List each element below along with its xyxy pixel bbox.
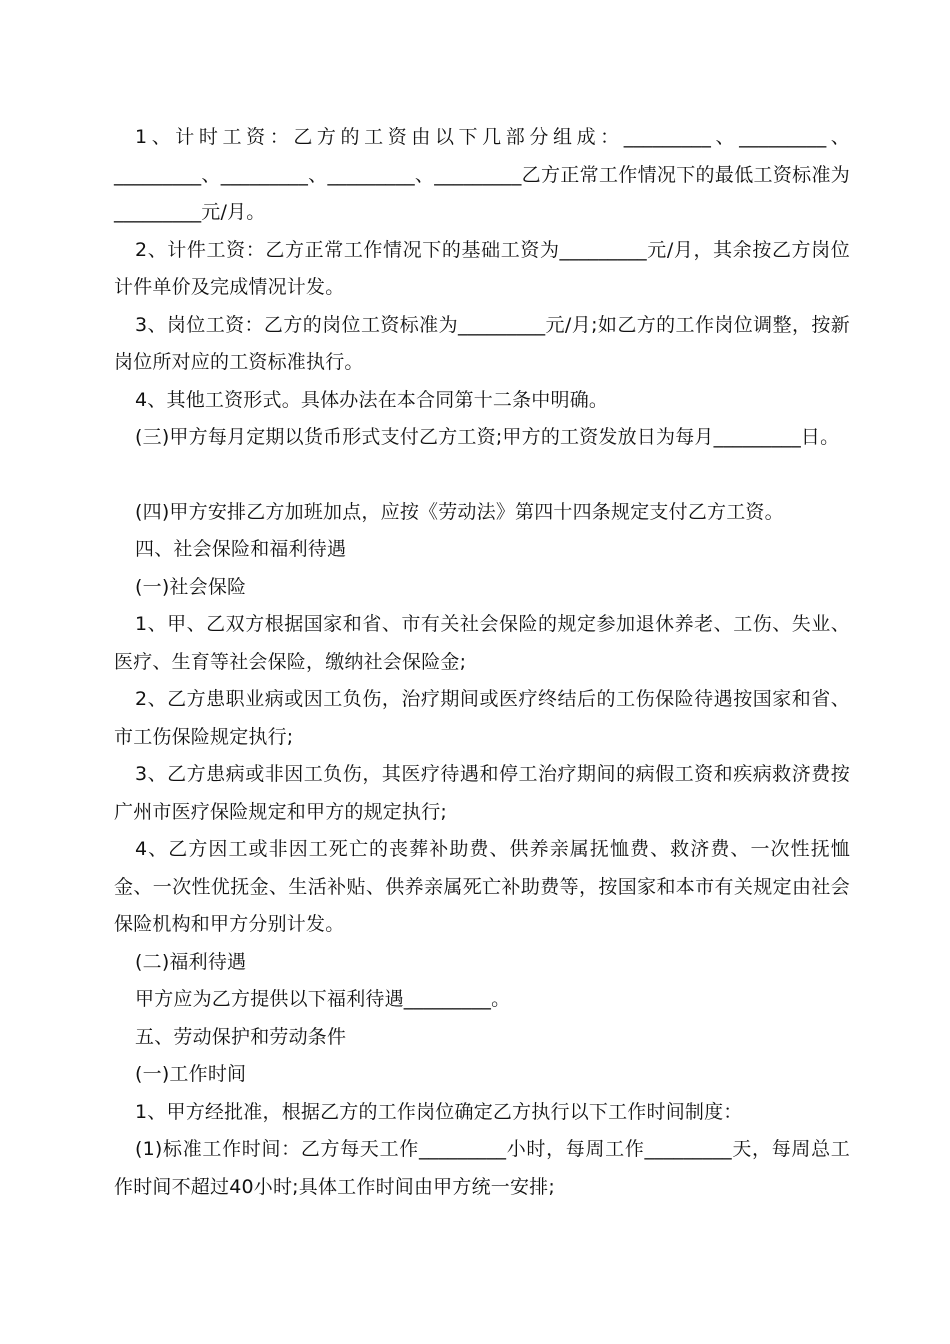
subsection-heading-welfare: (二)福利待遇 xyxy=(135,950,247,973)
paragraph-hourly-wage: 1、计时工资：乙方的工资由以下几部分组成：_________、_________、_________、_________、_________、_________乙方正常工作情况下的最低工资标准为_________元/月。 xyxy=(114,126,850,223)
paragraph-piece-wage: 2、计件工资：乙方正常工作情况下的基础工资为_________元/月，其余按乙方岗位计件单价及完成情况计发。 xyxy=(114,238,850,298)
paragraph-post-wage: 3、岗位工资：乙方的岗位工资标准为_________元/月;如乙方的工作岗位调整，按新岗位所对应的工资标准执行。 xyxy=(114,313,850,373)
paragraph-death-benefits: 4、乙方因工或非因工死亡的丧葬补助费、供养亲属抚恤费、救济费、一次性抚恤金、一次性优抚金、生活补贴、供养亲属死亡补助费等，按国家和本市有关规定由社会保险机构和甲方分别计发。 xyxy=(114,838,850,935)
subsection-heading-working-hours: (一)工作时间 xyxy=(135,1063,247,1085)
paragraph-other-wage: 4、其他工资形式。具体办法在本合同第十二条中明确。 xyxy=(135,388,609,411)
paragraph-standard-working-hours: (1)标准工作时间：乙方每天工作_________小时，每周工作_________天，每周总工作时间不超过40小时;具体工作时间由甲方统一安排; xyxy=(114,1138,850,1198)
paragraph-overtime: (四)甲方安排乙方加班加点，应按《劳动法》第四十四条规定支付乙方工资。 xyxy=(135,500,784,523)
paragraph-welfare-provision: 甲方应为乙方提供以下福利待遇_________。 xyxy=(135,988,511,1010)
paragraph-spacer xyxy=(114,457,850,494)
section-heading-labor-protection: 五、劳动保护和劳动条件 xyxy=(135,1025,347,1048)
subsection-heading-social-insurance: (一)社会保险 xyxy=(135,575,247,598)
document-body xyxy=(114,119,850,1206)
section-heading-social-insurance-welfare: 四、社会保险和福利待遇 xyxy=(135,538,347,560)
paragraph-insurance-participation: 1、甲、乙双方根据国家和省、市有关社会保险的规定参加退休养老、工伤、失业、医疗、生育等社会保险，缴纳社会保险金; xyxy=(114,613,850,673)
paragraph-payment-date: (三)甲方每月定期以货币形式支付乙方工资;甲方的工资发放日为每月_________日。 xyxy=(135,426,840,448)
paragraph-occupational-injury: 2、乙方患职业病或因工负伤，治疗期间或医疗终结后的工伤保险待遇按国家和省、市工伤保险规定执行; xyxy=(114,688,850,748)
paragraph-illness-treatment: 3、乙方患病或非因工负伤，其医疗待遇和停工治疗期间的病假工资和疾病救济费按广州市医疗保险规定和甲方的规定执行; xyxy=(114,763,850,823)
paragraph-working-hours-system: 1、甲方经批准，根据乙方的工作岗位确定乙方执行以下工作时间制度： xyxy=(135,1100,743,1123)
